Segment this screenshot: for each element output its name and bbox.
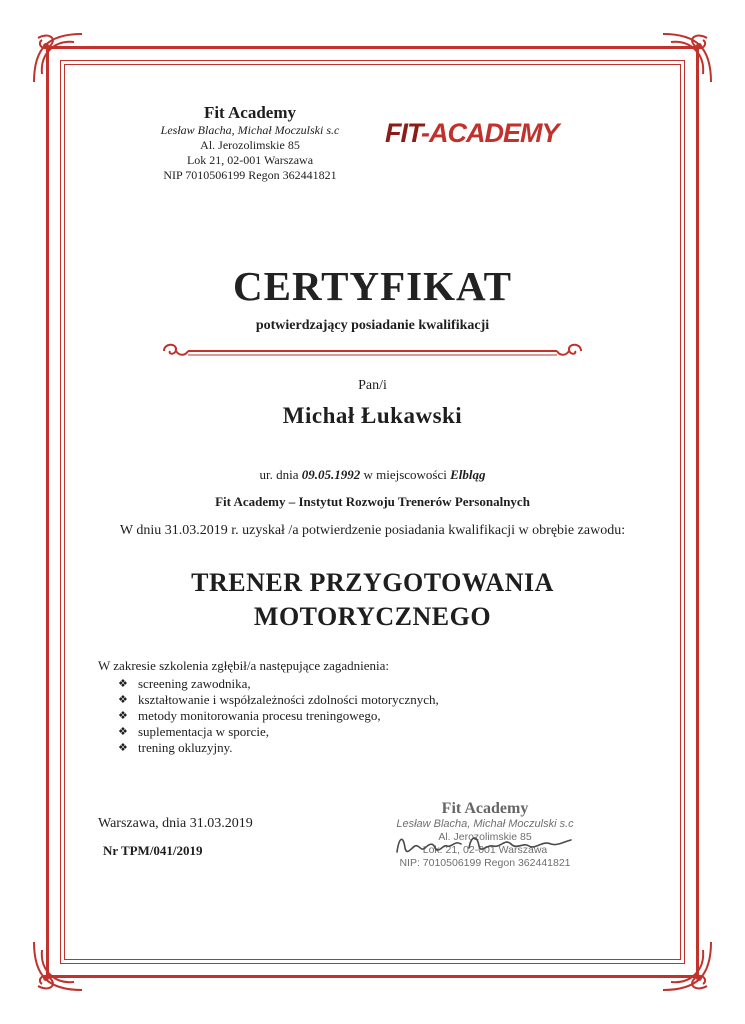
- list-item: ❖ screening zawodnika,: [118, 676, 251, 691]
- stamp-street: Al. Jerozolimskie 85: [438, 831, 532, 843]
- scope-intro: W zakresie szkolenia zgłębił/a następujące zagadnienia:: [98, 658, 390, 673]
- certificate-title: CERTYFIKAT: [233, 263, 512, 309]
- handwritten-signature: [385, 818, 585, 868]
- certificate-number: Nr TPM/041/2019: [103, 843, 203, 858]
- institute-name: Fit Academy – Instytut Rozwoju Trenerów Personalnych: [215, 494, 530, 509]
- birth-prefix: ur. dnia: [259, 467, 302, 482]
- fit-academy-logo: [385, 114, 585, 148]
- list-item: ❖ kształtowanie i współzależności zdolności motorycznych,: [118, 692, 439, 707]
- certificate-subtitle: potwierdzający posiadanie kwalifikacji: [255, 318, 490, 333]
- profession-line-2: MOTORYCZNEGO: [253, 602, 492, 631]
- stamp-city: Lok. 21, 02-001 Warszawa: [422, 844, 548, 856]
- qualification-statement: W dniu 31.03.2019 r. uzyskał /a potwierdzenie posiadania kwalifikacji w obrębie zawodu:: [119, 523, 626, 538]
- issuer-block: [130, 103, 370, 183]
- corner-flourish-top-left: [28, 28, 88, 88]
- issuer-name: Fit Academy: [203, 103, 297, 122]
- diamond-bullet-icon: ❖: [118, 742, 128, 754]
- diamond-bullet-icon: ❖: [118, 694, 128, 706]
- profession-title: [0, 566, 745, 634]
- list-item: ❖ trening okluzyjny.: [118, 740, 233, 755]
- corner-flourish-bottom-right: [657, 936, 717, 996]
- recipient-name: Michał Łukawski: [282, 403, 463, 428]
- diamond-bullet-icon: ❖: [118, 710, 128, 722]
- issuer-city: Lok 21, 02-001 Warszawa: [186, 153, 314, 167]
- birth-place: Elbląg: [450, 467, 486, 482]
- list-item: ❖ metody monitorowania procesu treningowego,: [118, 708, 381, 723]
- birth-line: [0, 467, 745, 483]
- corner-flourish-top-right: [657, 28, 717, 88]
- stamp-name: Fit Academy: [441, 800, 529, 817]
- training-scope: [98, 658, 618, 756]
- title-divider-ornament: [160, 339, 585, 363]
- diamond-bullet-icon: ❖: [118, 726, 128, 738]
- scope-list: [98, 676, 618, 756]
- birth-mid: w miejscowości: [360, 467, 451, 482]
- salutation: Pan/i: [358, 378, 387, 393]
- list-item: ❖ suplementacja w sporcie,: [118, 724, 270, 739]
- birth-date: 09.05.1992: [301, 467, 361, 482]
- stamp-tax-ids: NIP: 7010506199 Regon 362441821: [399, 857, 571, 869]
- corner-flourish-bottom-left: [28, 936, 88, 996]
- issuer-street: Al. Jerozolimskie 85: [200, 138, 300, 152]
- issuer-tax-ids: NIP 7010506199 Regon 362441821: [163, 168, 337, 182]
- place-and-date: Warszawa, dnia 31.03.2019: [98, 816, 253, 831]
- stamp-owners: Lesław Blacha, Michał Moczulski s.c: [396, 818, 574, 830]
- svg-text:FIT-ACADEMY: FIT-ACADEMY: [385, 118, 559, 148]
- profession-line-1: TRENER PRZYGOTOWANIA: [191, 568, 554, 597]
- issuer-owners: Lesław Blacha, Michał Moczulski s.c: [160, 123, 340, 137]
- diamond-bullet-icon: ❖: [118, 678, 128, 690]
